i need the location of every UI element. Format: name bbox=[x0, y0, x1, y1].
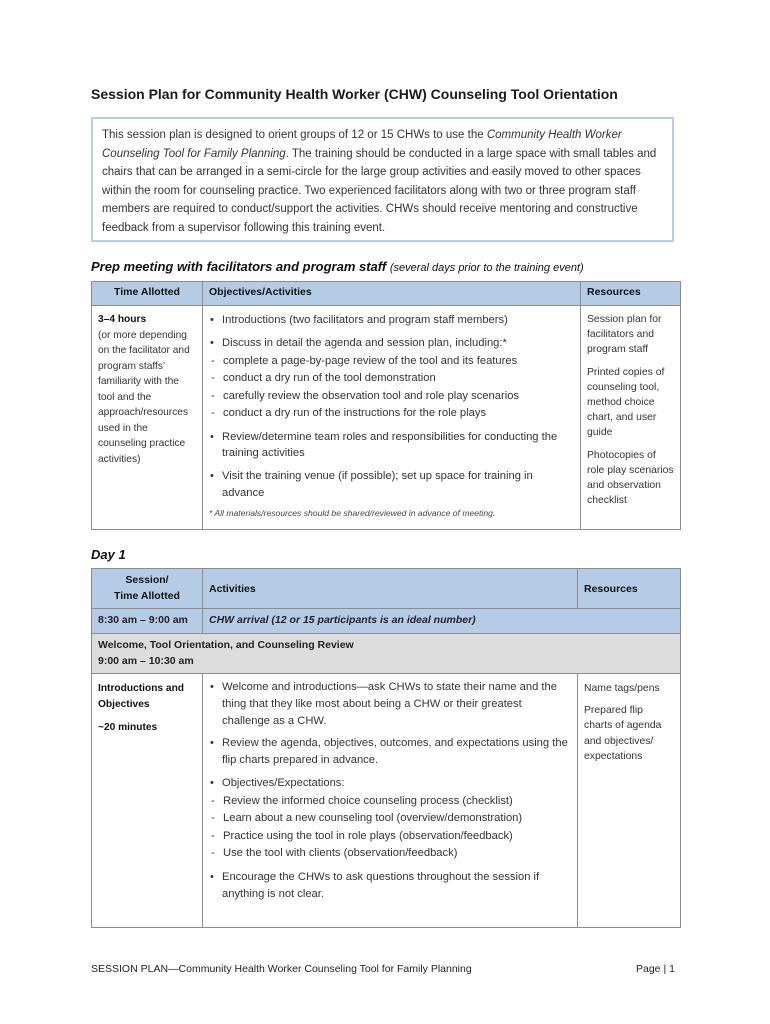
activity-sub-item: - Learn about a new counseling tool (overview/demonstration) bbox=[209, 810, 571, 828]
arrival-row bbox=[92, 609, 681, 634]
header-session-line1: Session/ bbox=[125, 574, 169, 586]
activity-sub-item: - Practice using the tool in role plays (observation/feedback) bbox=[209, 828, 571, 846]
activity-bullet: • Welcome and introductions—ask CHWs to state their name and the thing that they like most about being a CHW or their greatest challenge as a CHW. bbox=[209, 679, 571, 729]
resource-item: Prepared flip charts of agenda and objectives/ expectations bbox=[584, 705, 662, 762]
prep-bullet bbox=[209, 335, 574, 423]
prep-sub-item: - conduct a dry run of the tool demonstration bbox=[209, 370, 574, 388]
resource-item: Name tags/pens bbox=[584, 683, 660, 694]
prep-bullet: • Review/determine team roles and responsibilities for conducting the training activities bbox=[209, 429, 574, 463]
resource-item: Printed copies of counseling tool, method choice chart, and user guide bbox=[587, 366, 665, 439]
header-session-line2: Time Allotted bbox=[114, 590, 180, 602]
activity-sub-item: - Review the informed choice counseling process (checklist) bbox=[209, 793, 571, 811]
session-duration: ~20 minutes bbox=[98, 722, 158, 733]
prep-sub-item: - conduct a dry run of the instructions for the role plays bbox=[209, 405, 574, 423]
intro-tool-name: Community Health Worker Counseling Tool for Family Planning bbox=[102, 129, 622, 160]
activity-sub-item: - Use the tool with clients (observation/feedback) bbox=[209, 845, 571, 863]
prep-time-bold: 3–4 hours bbox=[98, 314, 147, 325]
prep-note: * All materials/resources should be shared/reviewed in advance of meeting. bbox=[209, 507, 496, 518]
prep-objectives-cell bbox=[203, 306, 581, 530]
prep-bullet: • Visit the training venue (if possible); set up space for training in advance bbox=[209, 468, 574, 502]
header-resources: Resources bbox=[578, 569, 681, 609]
header-time-allotted: Time Allotted bbox=[92, 282, 203, 306]
prep-heading-title: Prep meeting with facilitators and program staff bbox=[91, 259, 387, 274]
resources-cell bbox=[578, 674, 681, 928]
page-number: Page | 1 bbox=[636, 963, 675, 975]
prep-row bbox=[92, 306, 681, 530]
intro-text-part1: This session plan is designed to orient groups of 12 or 15 CHWs to use the bbox=[102, 129, 487, 141]
arrival-time: 8:30 am – 9:00 am bbox=[92, 609, 203, 634]
activity-bullet: • Review the agenda, objectives, outcomes, and expectations using the flip charts prepared in advance. bbox=[209, 735, 571, 769]
activity-bullet-text: Objectives/Expectations: bbox=[222, 776, 345, 789]
header-session-time bbox=[92, 569, 203, 609]
header-resources: Resources bbox=[581, 282, 681, 306]
header-activities: Activities bbox=[203, 569, 578, 609]
prep-heading bbox=[91, 259, 584, 274]
prep-resources-cell bbox=[581, 306, 681, 530]
session-cell bbox=[92, 674, 203, 928]
session-name: Introductions and Objectives bbox=[98, 683, 185, 710]
introductions-row bbox=[92, 674, 681, 928]
header-objectives: Objectives/Activities bbox=[203, 282, 581, 306]
prep-header-row bbox=[92, 282, 681, 306]
welcome-row bbox=[92, 634, 681, 674]
intro-text-part2: . The training should be conducted in a large space with small tables and chairs that can be arranged in a semi-circle for the large group activities and easily moved to other spaces within the room for counseling practice. Two experienced facilitators along with two or three program staff members are required to conduct/support the activities. CHWs should receive mentoring and constructive feedback from a supervisor following this training event. bbox=[102, 147, 657, 234]
page-title: Session Plan for Community Health Worker (CHW) Counseling Tool Orientation bbox=[91, 86, 618, 102]
activities-cell bbox=[203, 674, 578, 928]
intro-box bbox=[91, 117, 674, 242]
prep-sub-item: - carefully review the observation tool and role play scenarios bbox=[209, 388, 574, 406]
welcome-title: Welcome, Tool Orientation, and Counseling Review bbox=[98, 639, 354, 651]
prep-sub-item: - complete a page-by-page review of the tool and its features bbox=[209, 353, 574, 371]
resource-item: Photocopies of role play scenarios and observation checklist bbox=[587, 449, 674, 507]
welcome-time: 9:00 am – 10:30 am bbox=[98, 654, 194, 667]
prep-table bbox=[91, 281, 681, 530]
prep-time-detail: (or more depending on the facilitator and program staffs’ familiarity with the tool and the approach/resources used in the counseling practice activities) bbox=[98, 329, 190, 465]
resource-item: Session plan for facilitators and program staff bbox=[587, 314, 662, 356]
day1-heading: Day 1 bbox=[91, 547, 126, 562]
prep-time-cell bbox=[92, 306, 203, 530]
day1-table bbox=[91, 568, 681, 928]
activity-bullet: • Encourage the CHWs to ask questions throughout the session if anything is not clear. bbox=[209, 869, 571, 903]
prep-bullet: • Introductions (two facilitators and program staff members) bbox=[209, 312, 574, 329]
prep-bullet-text: Discuss in detail the agenda and session plan, including:* bbox=[222, 336, 507, 349]
welcome-cell bbox=[92, 634, 681, 674]
arrival-text: CHW arrival (12 or 15 participants is an ideal number) bbox=[203, 609, 681, 634]
footer-text: SESSION PLAN—Community Health Worker Counseling Tool for Family Planning bbox=[91, 963, 472, 975]
prep-heading-sub: (several days prior to the training event) bbox=[389, 262, 584, 274]
activity-bullet bbox=[209, 775, 571, 863]
day1-header-row bbox=[92, 569, 681, 609]
